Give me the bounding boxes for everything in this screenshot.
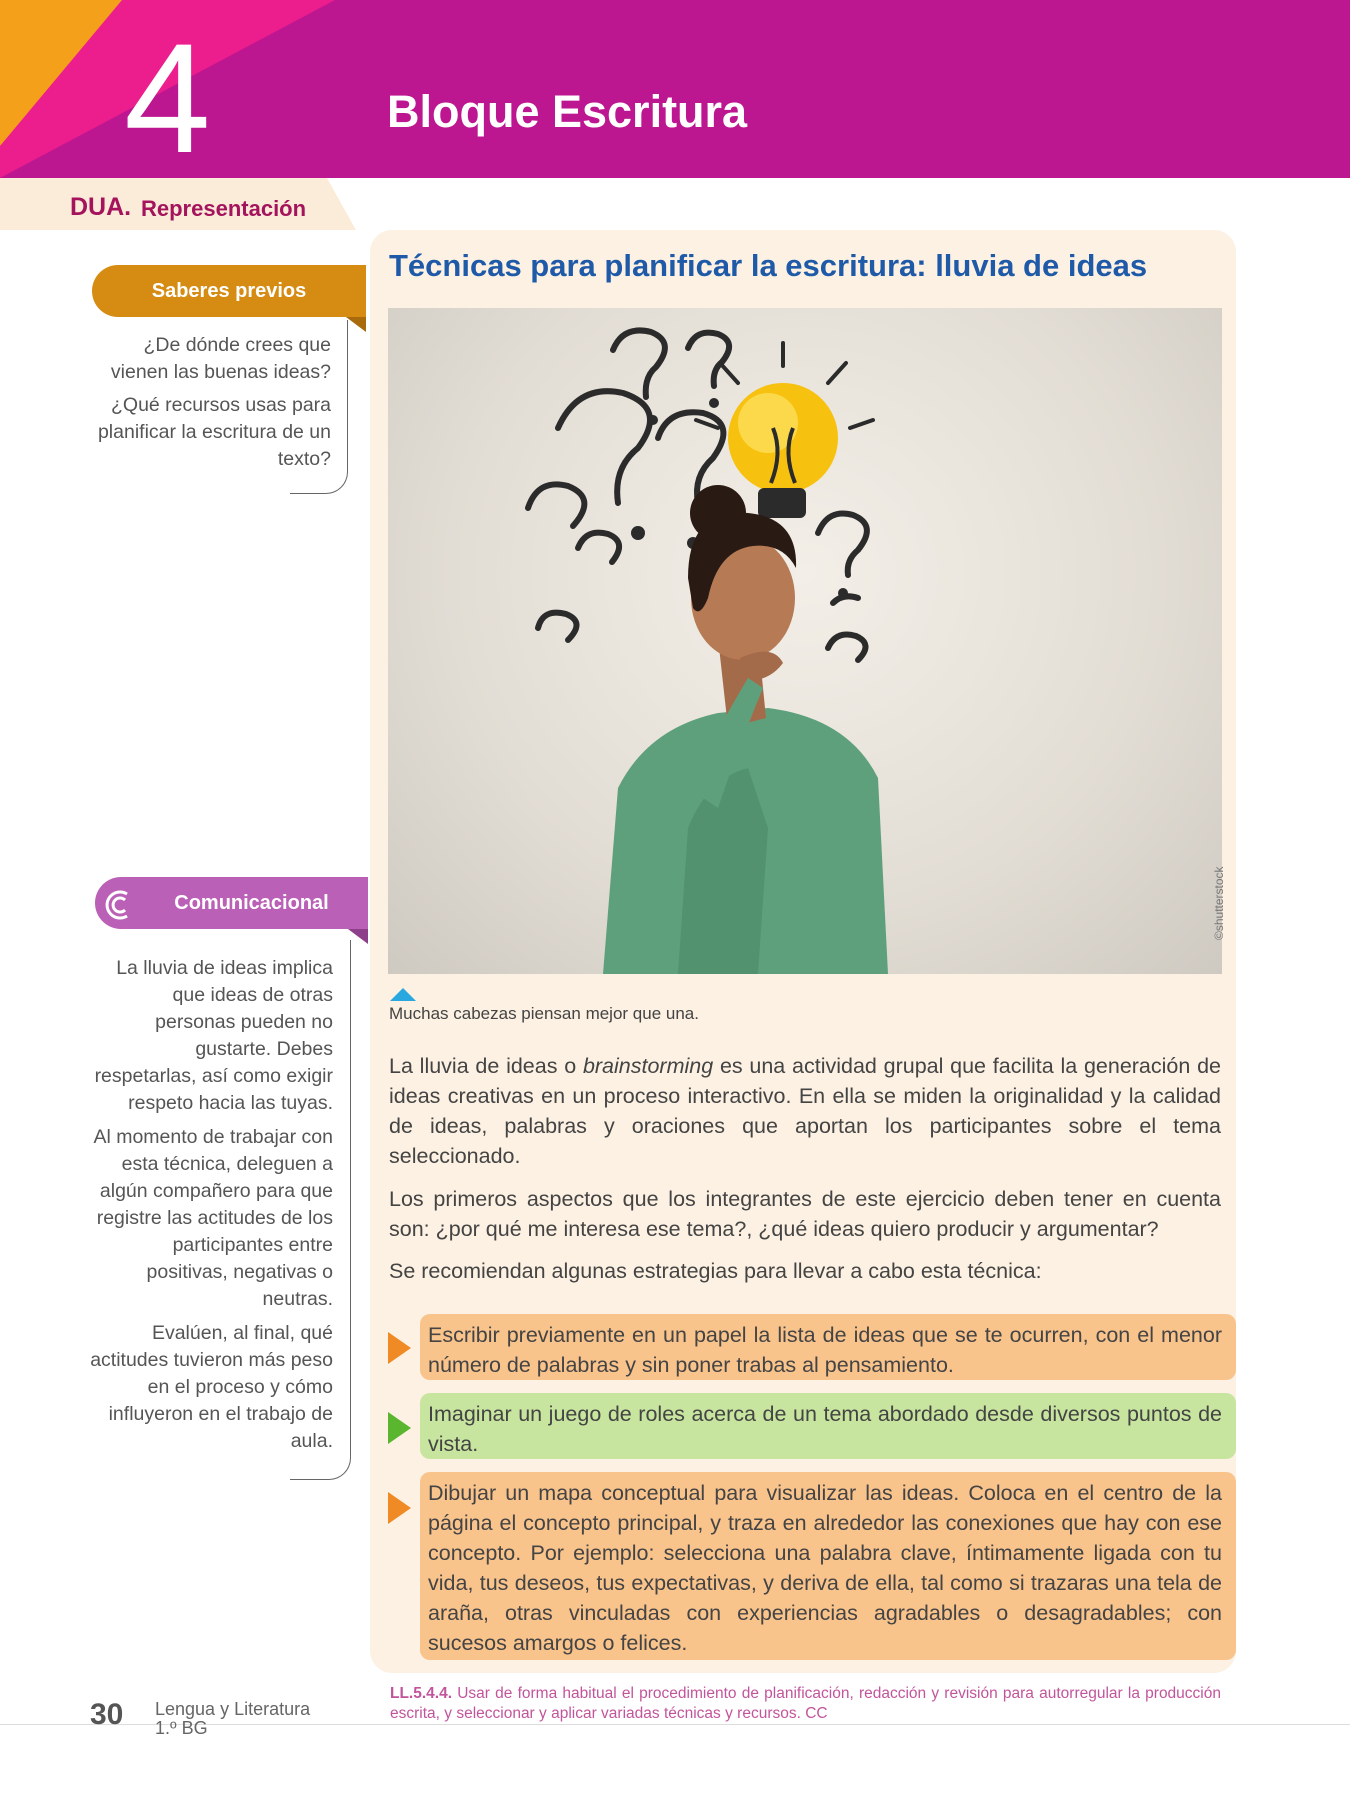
- intro-paragraph: [389, 1051, 1221, 1171]
- strategy-item: Dibujar un mapa conceptual para visualizar las ideas. Coloca en el centro de la página el concepto principal, y traza en alrededor las conexiones que hay con ese concepto. Por ejemplo: selecciona una palabra clave, íntimamente ligada con tu vida, tus deseos, tus expectativas, y deriva de ella, tal como si trazaras una tela de araña, otras vinculadas con experiencias agradables o desagradables; con sucesos amargos o felices.: [420, 1472, 1236, 1660]
- book-grade: 1.º BG: [155, 1718, 208, 1738]
- dua-representation: Representación: [141, 196, 307, 221]
- book-title: [155, 1700, 310, 1738]
- saberes-tab-fold: [346, 317, 366, 332]
- saberes-question: ¿De dónde crees que vienen las buenas ideas?: [110, 334, 331, 383]
- bullet-arrow-icon: [388, 1332, 411, 1364]
- caption-arrow-icon: [390, 988, 416, 1001]
- unit-number: 4: [124, 12, 211, 178]
- skill-footnote: [390, 1684, 1221, 1724]
- comunicacional-paragraph: Al momento de trabajar con esta técnica, deleguen a algún compañero para que registre las actitudes de los participantes entre positivas, negativas o neutras.: [93, 1126, 333, 1310]
- unit-header: [0, 0, 1350, 178]
- communication-icon: [103, 888, 137, 922]
- intro-text-start: La lluvia de ideas o: [389, 1054, 583, 1078]
- saberes-bracket: [290, 320, 348, 494]
- comunicacional-tab: Comunicacional: [95, 877, 368, 929]
- photo-caption: Muchas cabezas piensan mejor que una.: [389, 1004, 699, 1023]
- header-orange-stripe: [0, 0, 122, 146]
- page-number: 30: [90, 1698, 124, 1731]
- skill-code: LL.5.4.4.: [390, 1685, 453, 1702]
- section-title: Técnicas para planificar la escritura: lluvia de ideas: [389, 248, 1148, 283]
- strategy-item: Imaginar un juego de roles acerca de un tema abordado desde diversos puntos de vista.: [420, 1393, 1236, 1459]
- aspects-paragraph: Los primeros aspectos que los integrantes de este ejercicio deben tener en cuenta son: ¿por qué me interesa ese tema?, ¿qué ideas quiero producir y argumentar?: [389, 1187, 1221, 1241]
- saberes-previos-tab: Saberes previos: [92, 265, 366, 317]
- intro-text-end: es una actividad grupal que facilita la generación de ideas creativas en un proceso interactivo. En ella se miden la originalidad y la calidad de ideas, palabras y oraciones que aportan los participantes sobre el tema seleccionado.: [389, 1054, 1221, 1168]
- photo-credit: ©shutterstock: [1212, 866, 1226, 940]
- comunicacional-bracket: [290, 940, 351, 1480]
- book-subject: Lengua y Literatura: [155, 1699, 311, 1719]
- comunicacional-paragraph: Evalúen, al final, qué actitudes tuvieron más peso en el proceso y cómo influyeron en el trabajo de aula.: [90, 1322, 333, 1452]
- brainstorming-term: brainstorming: [582, 1054, 714, 1078]
- comunicacional-paragraph: La lluvia de ideas implica que ideas de otras personas pueden no gustarte. Debes respetarlas, así como exigir respeto hacia las tuyas.: [94, 957, 333, 1114]
- saberes-question: ¿Qué recursos usas para planificar la escritura de un texto?: [97, 394, 331, 470]
- bullet-arrow-icon: [388, 1412, 411, 1444]
- unit-title: Bloque Escritura: [387, 86, 748, 137]
- photo-illustration: [388, 308, 1222, 974]
- dua-label: DUA.: [70, 193, 132, 221]
- skill-text: Usar de forma habitual el procedimiento de planificación, redacción y revisión para autorregular la producción escrita, y seleccionar y aplicar variadas técnicas y recursos. CC: [390, 1685, 1221, 1722]
- comunicacional-tab-fold: [348, 929, 368, 944]
- bullet-arrow-icon: [388, 1492, 411, 1524]
- thinking-woman-photo: [388, 308, 1222, 974]
- strategies-intro: Se recomiendan algunas estrategias para llevar a cabo esta técnica:: [389, 1259, 1042, 1283]
- strategy-item: Escribir previamente en un papel la lista de ideas que se te ocurren, con el menor número de palabras y sin poner trabas al pensamiento.: [420, 1314, 1236, 1380]
